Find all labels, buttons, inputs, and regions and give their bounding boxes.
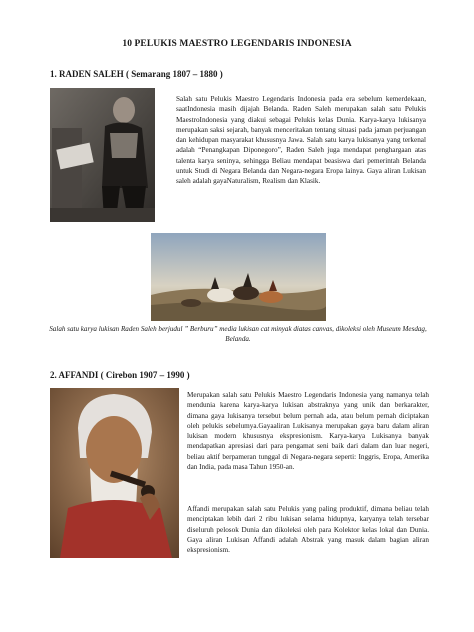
document-title: 10 PELUKIS MAESTRO LEGENDARIS INDONESIA xyxy=(122,39,352,49)
section-heading-affandi: 2. AFFANDI ( Cirebon 1907 – 1990 ) xyxy=(50,370,190,380)
berburu-painting-image xyxy=(151,233,326,321)
section-heading-raden-saleh: 1. RADEN SALEH ( Semarang 1807 – 1880 ) xyxy=(50,69,223,79)
affandi-paragraph-1: Merupakan salah satu Pelukis Maestro Legendaris Indonesia yang namanya telah mendunia karena karya-karya lukisan abstraknya yang unik dan berkarakter, dimana gaya lukisanya tersebut belum pernah ada, atau belum pernah diciptakan oleh pelukis sebelumya.Gayaaliran Lukisanya merupakan gaya baru dalam aliran lukisan modern khususnya ekspresionism. Karya-karya Lukisanya banyak mendapatkan apresiasi dari para pengamat seni baik dari dalam dan luar negeri, beliau aktif berpameran tunggal di Negara-negara seperti: Inggris, Eropa, Amerika dan India, pada masa Tahun 1950-an. xyxy=(187,391,429,472)
raden-saleh-portrait-image xyxy=(50,88,155,222)
berburu-caption: Salah satu karya lukisan Raden Saleh berjudul ” Berburu” media lukisan cat minyak diatas canvas, dikoleksi oleh Museum Mesdag, Belanda. xyxy=(49,325,427,343)
affandi-portrait-image xyxy=(50,388,179,558)
raden-saleh-paragraph: Salah satu Pelukis Maestro Legendaris Indonesia pada era sebelum kemerdekaan, saatIndonesia masih dijajah Belanda. Raden Saleh merupakan salah satu Pelukis MaestroIndonesia yang diakui sebagai Pelukis kelas Dunia. Karya-karya lukisanya merupakan saksi sejarah, banyak menceritakan tentang situasi pada jaman perjuangan dan kehidupan masyarakat khususnya Jawa. Salah satu karya lukisanya yang terkenal adalah “Penangkapan Diponegoro”, Raden Saleh juga mendapat penghargaan atas talenta karya seninya, sehingga Beliau mendapat beasiswa dari pemerintah Belanda untuk Studi di Negara Belanda dan Negara-negara Eropa lainya. Gaya aliran Lukisan saleh adalah gayaNaturalism, Realism dan Klasik. xyxy=(176,95,426,186)
affandi-paragraph-2: Affandi merupakan salah satu Pelukis yang paling produktif, dimana beliau telah menciptakan lebih dari 2 ribu lukisan selama hidupnya, karyanya telah tersebar diseluruh pelosok Dunia dan dikoleksi oleh para Kolektor kelas lokal dan Dunia. Gaya aliran Lukisan Affandi adalah Abstrak yang masuk dalam bagian aliran ekspresionism. xyxy=(187,505,429,555)
